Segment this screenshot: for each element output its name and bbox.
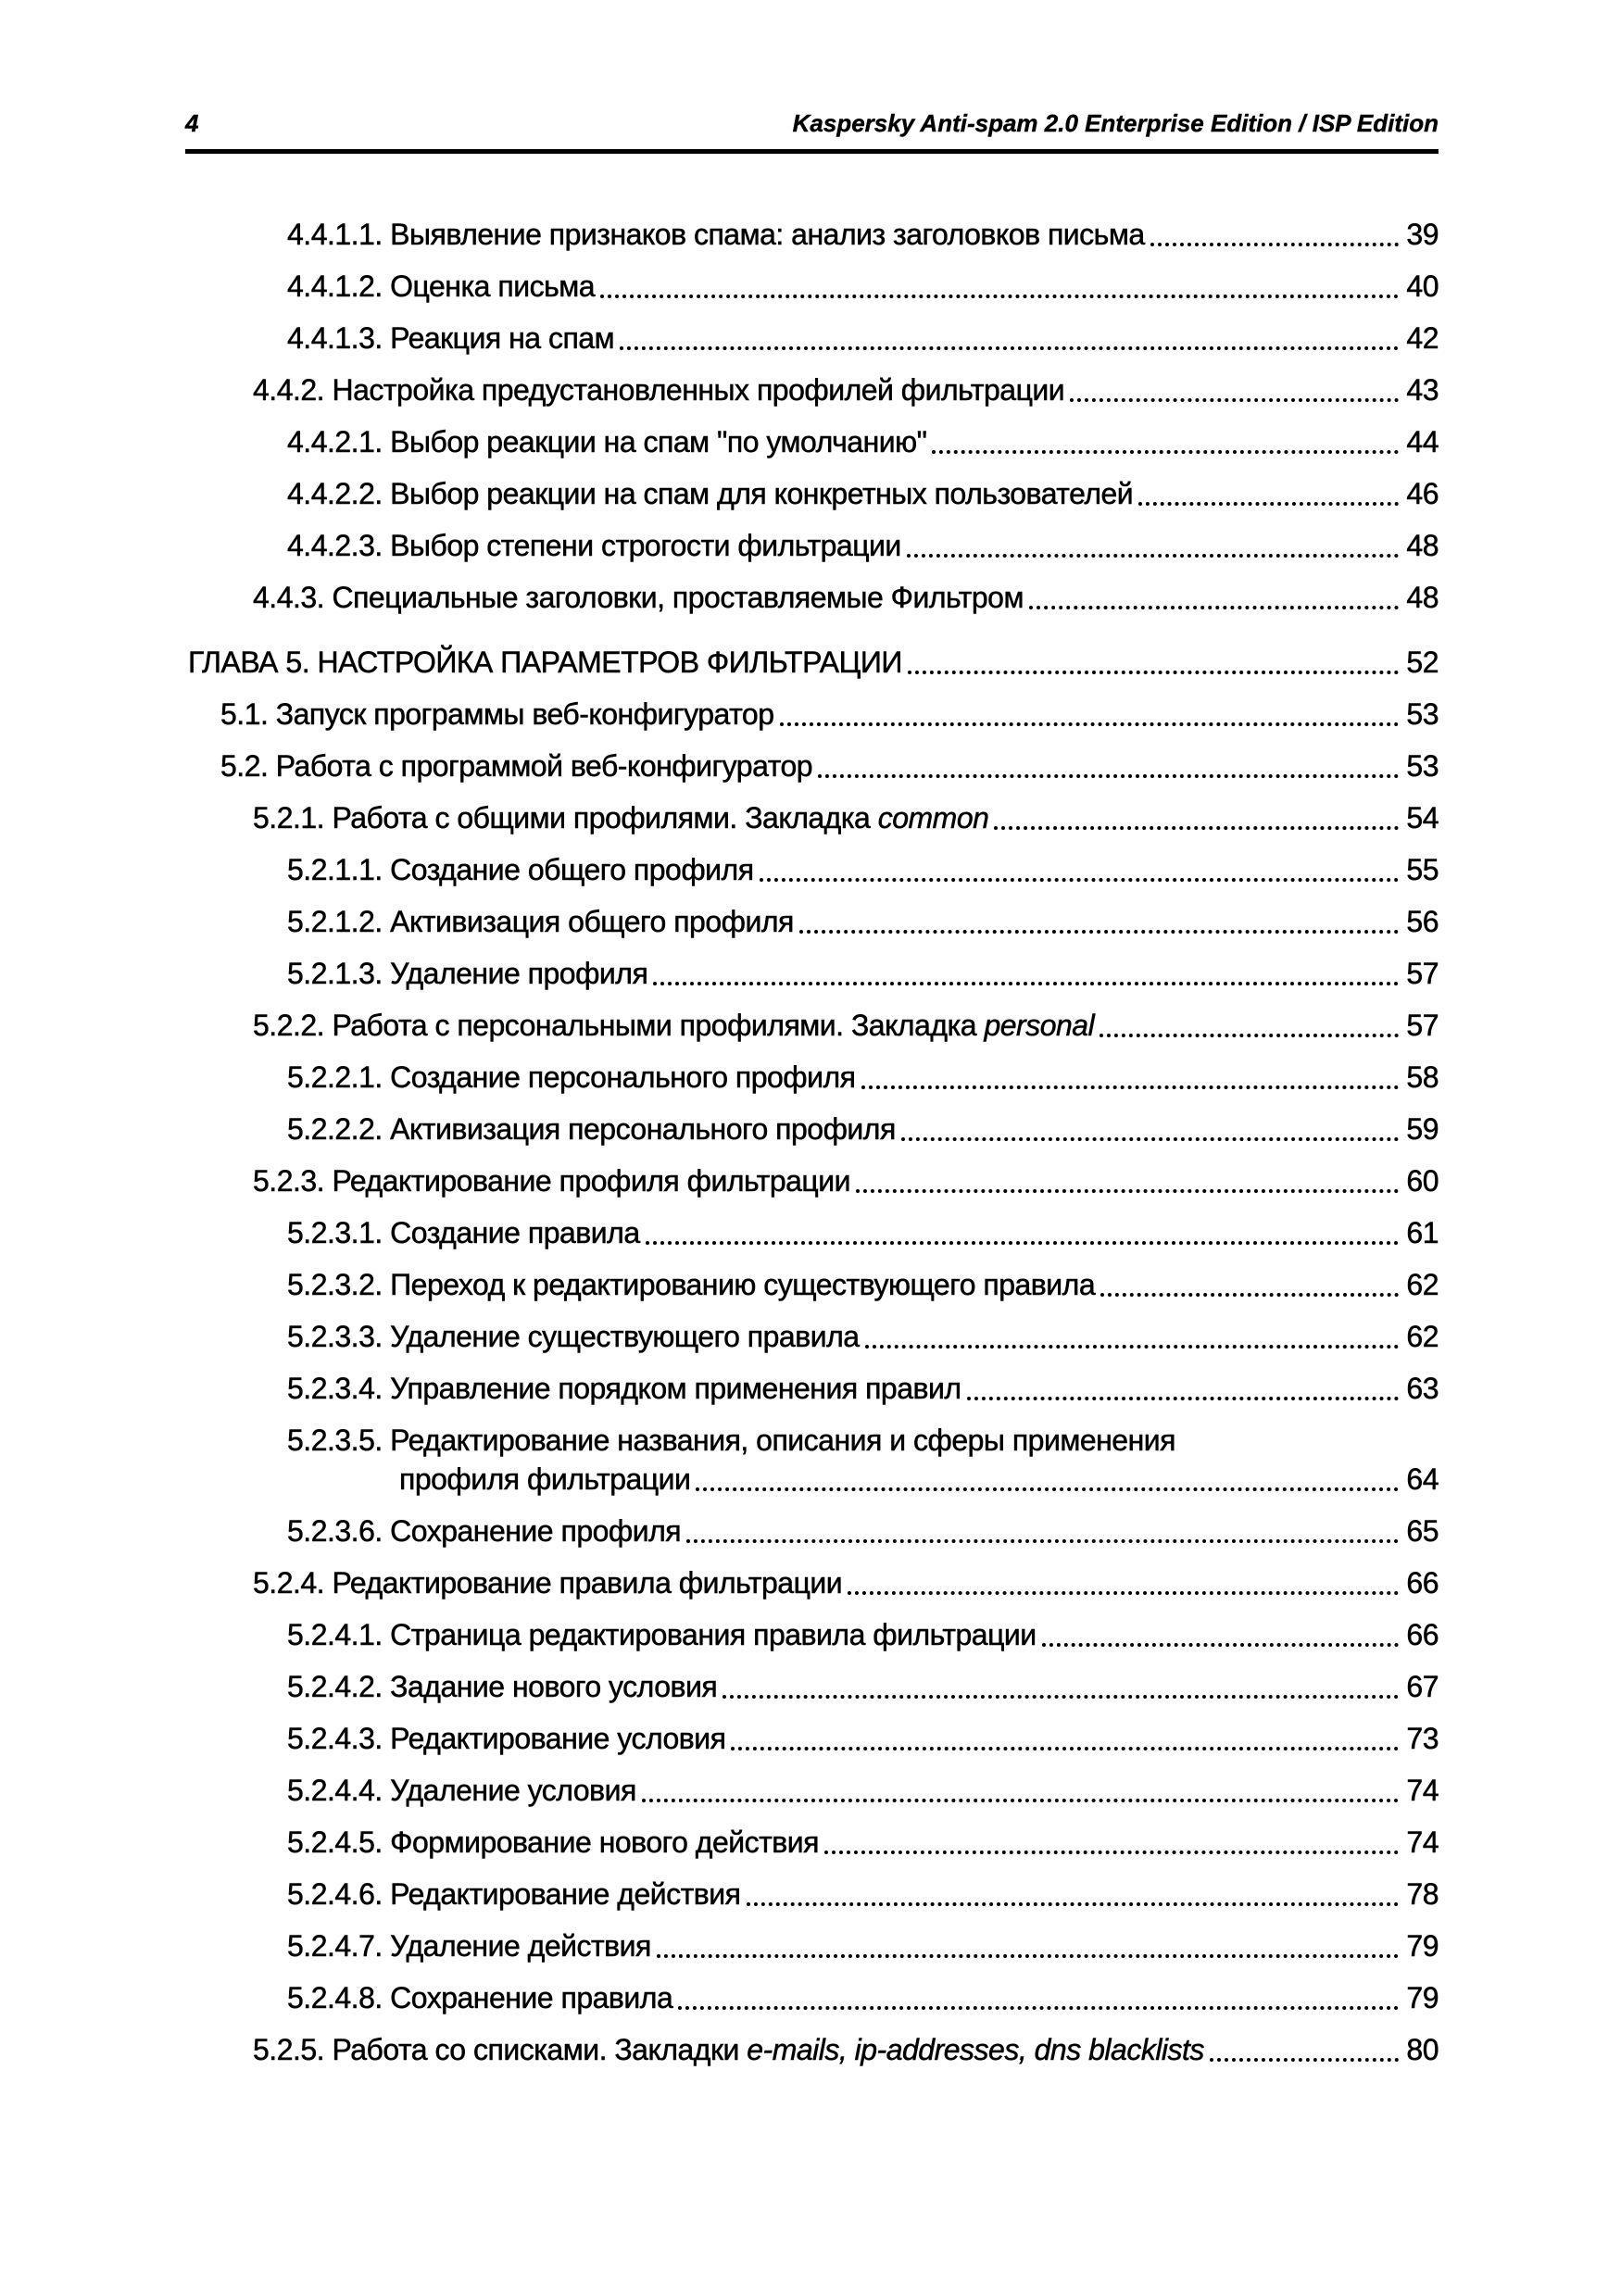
header-page-number: 4 bbox=[185, 109, 199, 137]
toc-entry-page-number: 73 bbox=[1406, 1722, 1439, 1755]
toc-entry bbox=[185, 1421, 1439, 1499]
dot-leader bbox=[908, 671, 1400, 674]
dot-leader bbox=[818, 774, 1399, 778]
toc-entry-page-number: 53 bbox=[1406, 749, 1439, 783]
toc-entry bbox=[185, 1667, 1439, 1706]
toc-entry-title: 5.2.3.1. Создание правила bbox=[287, 1216, 640, 1249]
toc-entry-page-number: 39 bbox=[1406, 218, 1439, 251]
toc-entry bbox=[185, 902, 1439, 941]
toc-entry bbox=[185, 1317, 1439, 1356]
toc-entry-title: 5.2.1. Работа с общими профилями. Закладка common bbox=[253, 801, 989, 834]
toc-entry-title: 5.2.4.5. Формирование нового действия bbox=[287, 1826, 819, 1859]
toc-entry-page-number: 66 bbox=[1406, 1566, 1439, 1600]
toc-entry-title: ГЛАВА 5. НАСТРОЙКА ПАРАМЕТРОВ ФИЛЬТРАЦИИ bbox=[188, 646, 902, 679]
toc-entry-title: 5.2.2.1. Создание персонального профиля bbox=[287, 1060, 856, 1094]
toc-entry-title: 4.4.2.2. Выбор реакции на спам для конкретных пользователей bbox=[287, 477, 1134, 510]
dot-leader bbox=[747, 1902, 1400, 1906]
toc-entry-page-number: 44 bbox=[1406, 425, 1439, 458]
dot-leader bbox=[1100, 1293, 1399, 1297]
toc-entry-page-number: 62 bbox=[1406, 1268, 1439, 1301]
toc-entry-page-number: 46 bbox=[1406, 477, 1439, 510]
toc-entry-page-number: 62 bbox=[1406, 1320, 1439, 1353]
toc-entry bbox=[185, 850, 1439, 889]
dot-leader bbox=[901, 1137, 1400, 1141]
toc-entry bbox=[185, 1110, 1439, 1148]
toc-entry-title: 4.4.1.2. Оценка письма bbox=[287, 270, 596, 303]
toc-entry bbox=[185, 1161, 1439, 1200]
toc-entry-title: 5.2.3. Редактирование профиля фильтрации bbox=[253, 1164, 850, 1198]
dot-leader bbox=[967, 1397, 1400, 1400]
dot-leader bbox=[696, 1487, 1399, 1491]
dot-leader bbox=[1138, 502, 1399, 506]
toc-entry-page-number: 74 bbox=[1406, 1826, 1439, 1859]
dot-leader bbox=[780, 722, 1400, 726]
dot-leader bbox=[620, 346, 1399, 350]
toc-entry-page-number: 67 bbox=[1406, 1670, 1439, 1703]
dot-leader bbox=[994, 826, 1399, 830]
toc-entry-title: 5.2.4. Редактирование правила фильтрации bbox=[253, 1566, 843, 1600]
toc-entry-chapter bbox=[185, 643, 1439, 682]
dot-leader bbox=[824, 1851, 1399, 1854]
toc-entry bbox=[185, 1926, 1439, 1965]
toc-entry-title: 5.2.1.3. Удаление профиля bbox=[287, 957, 648, 990]
dot-leader bbox=[1070, 398, 1399, 402]
dot-leader bbox=[1210, 2058, 1399, 2062]
toc-entry-page-number: 57 bbox=[1406, 1009, 1439, 1042]
dot-leader bbox=[760, 878, 1400, 882]
toc-entry bbox=[185, 526, 1439, 565]
toc-entry-title: 5.2.4.2. Задание нового условия bbox=[287, 1670, 718, 1703]
toc-entry bbox=[185, 319, 1439, 358]
toc-entry bbox=[185, 1771, 1439, 1810]
toc-entry bbox=[185, 1823, 1439, 1862]
toc-entry-title-italic: common bbox=[877, 801, 989, 834]
dot-leader bbox=[799, 930, 1400, 934]
toc-entry-page-number: 61 bbox=[1406, 1216, 1439, 1249]
toc-entry-title: 5.2.4.8. Сохранение правила bbox=[287, 1981, 673, 2014]
toc-entry-title: 5.2.5. Работа со списками. Закладки e-mails, ip-addresses, dns blacklists bbox=[253, 2033, 1204, 2066]
toc-entry-title: 5.2.4.7. Удаление действия bbox=[287, 1929, 651, 1963]
dot-leader bbox=[861, 1085, 1400, 1089]
toc-entry-title: 4.4.2. Настройка предустановленных профилей фильтрации bbox=[253, 373, 1065, 407]
toc-entry bbox=[185, 1512, 1439, 1550]
toc-entry-page-number: 48 bbox=[1406, 529, 1439, 562]
dot-leader bbox=[686, 1539, 1399, 1543]
toc-entry bbox=[185, 695, 1439, 734]
toc-entry-title: 5.2.2.2. Активизация персонального профиля bbox=[287, 1112, 896, 1146]
toc-entry bbox=[185, 1978, 1439, 2017]
dot-leader bbox=[1150, 243, 1400, 246]
toc-entry bbox=[185, 1719, 1439, 1758]
toc-entry-title: 5.2.3.3. Удаление существующего правила bbox=[287, 1320, 860, 1353]
toc-entry-page-number: 55 bbox=[1406, 853, 1439, 886]
toc-entry-page-number: 80 bbox=[1406, 2033, 1439, 2066]
toc-entry bbox=[185, 215, 1439, 254]
dot-leader bbox=[1100, 1034, 1399, 1037]
toc-entry-title: 5.2.1.2. Активизация общего профиля bbox=[287, 905, 794, 938]
toc-entry bbox=[185, 2030, 1439, 2069]
toc-entry-page-number: 53 bbox=[1406, 697, 1439, 731]
toc-entry bbox=[185, 422, 1439, 461]
toc-entry bbox=[185, 1265, 1439, 1304]
toc-entry bbox=[185, 1369, 1439, 1408]
toc-entry bbox=[185, 747, 1439, 785]
toc-entry bbox=[185, 1006, 1439, 1045]
toc-entry-page-number: 59 bbox=[1406, 1112, 1439, 1146]
toc-entry-title-continued: профиля фильтрации bbox=[399, 1462, 691, 1496]
dot-leader bbox=[856, 1189, 1399, 1193]
dot-leader bbox=[600, 295, 1399, 298]
dot-leader bbox=[848, 1591, 1399, 1595]
toc-entry bbox=[185, 474, 1439, 513]
dot-leader bbox=[646, 1241, 1400, 1245]
toc-entry-page-number: 79 bbox=[1406, 1929, 1439, 1963]
toc-entry bbox=[185, 954, 1439, 993]
dot-leader bbox=[678, 2006, 1399, 2010]
toc-entry-title: 5.2.4.4. Удаление условия bbox=[287, 1774, 636, 1807]
toc-entry-title: 5.2.4.1. Страница редактирования правила фильтрации bbox=[287, 1618, 1037, 1651]
toc-entry bbox=[185, 1875, 1439, 1913]
toc-entry-title-italic: e-mails, ip-addresses, dns blacklists bbox=[747, 2033, 1204, 2066]
toc-entry-title: 5.2.3.4. Управление порядком применения правил bbox=[287, 1372, 961, 1405]
toc-entry-page-number: 58 bbox=[1406, 1060, 1439, 1094]
toc-entry bbox=[185, 267, 1439, 306]
toc-entry-title: 5.2.3.2. Переход к редактированию существующего правила bbox=[287, 1268, 1096, 1301]
toc-entry-title: 5.2.4.3. Редактирование условия bbox=[287, 1722, 726, 1755]
toc-entry bbox=[185, 370, 1439, 409]
running-header bbox=[185, 109, 1439, 154]
toc-entry bbox=[185, 578, 1439, 617]
toc-entry-page-number: 48 bbox=[1406, 581, 1439, 614]
toc-entry-title: 4.4.1.3. Реакция на спам bbox=[287, 321, 615, 355]
toc-entry-page-number: 57 bbox=[1406, 957, 1439, 990]
toc-entry-page-number: 54 bbox=[1406, 801, 1439, 834]
toc-entry-page-number: 66 bbox=[1406, 1618, 1439, 1651]
toc-entry-title-italic: personal bbox=[984, 1009, 1095, 1042]
toc-entry-page-number: 78 bbox=[1406, 1877, 1439, 1911]
dot-leader bbox=[865, 1345, 1400, 1349]
toc-entry bbox=[185, 1213, 1439, 1252]
toc-entry-page-number: 63 bbox=[1406, 1372, 1439, 1405]
toc-entry-page-number: 52 bbox=[1406, 646, 1439, 679]
toc-entry-page-number: 79 bbox=[1406, 1981, 1439, 2014]
toc-list bbox=[185, 154, 1439, 2069]
toc-entry-page-number: 74 bbox=[1406, 1774, 1439, 1807]
toc-entry-title: 4.4.3. Специальные заголовки, проставляемые Фильтром bbox=[253, 581, 1024, 614]
toc-entry-title: 5.1. Запуск программы веб-конфигуратор bbox=[220, 697, 774, 731]
toc-entry-page-number: 64 bbox=[1406, 1462, 1439, 1496]
toc-entry-title: 5.2.2. Работа с персональными профилями. Закладка personal bbox=[253, 1009, 1095, 1042]
toc-entry-title: 5.2.4.6. Редактирование действия bbox=[287, 1877, 741, 1911]
toc-entry-title: 4.4.2.3. Выбор степени строгости фильтрации bbox=[287, 529, 901, 562]
toc-entry bbox=[185, 798, 1439, 837]
toc-entry-title: 5.2. Работа с программой веб-конфигуратор bbox=[220, 749, 813, 783]
toc-entry-page-number: 60 bbox=[1406, 1164, 1439, 1198]
toc-entry-title: 5.2.3.5. Редактирование названия, описания и сферы применения bbox=[287, 1424, 1175, 1457]
toc-entry-page-number: 40 bbox=[1406, 270, 1439, 303]
header-book-title: Kaspersky Anti-spam 2.0 Enterprise Edition / ISP Edition bbox=[792, 109, 1439, 137]
dot-leader bbox=[731, 1747, 1399, 1750]
toc-entry bbox=[185, 1615, 1439, 1654]
dot-leader bbox=[653, 982, 1399, 985]
toc-entry bbox=[185, 1058, 1439, 1097]
toc-entry-page-number: 42 bbox=[1406, 321, 1439, 355]
dot-leader bbox=[1042, 1643, 1400, 1647]
toc-entry-title: 4.4.1.1. Выявление признаков спама: анализ заголовков письма bbox=[287, 218, 1145, 251]
toc-entry-title: 5.2.3.6. Сохранение профиля bbox=[287, 1514, 682, 1548]
toc-entry-page-number: 65 bbox=[1406, 1514, 1439, 1548]
toc-entry-title: 5.2.1.1. Создание общего профиля bbox=[287, 853, 754, 886]
toc-entry bbox=[185, 1563, 1439, 1602]
dot-leader bbox=[932, 450, 1399, 454]
dot-leader bbox=[642, 1799, 1400, 1802]
dot-leader bbox=[907, 554, 1400, 558]
toc-entry-page-number: 43 bbox=[1406, 373, 1439, 407]
toc-entry-title: 4.4.2.1. Выбор реакции на спам "по умолчанию" bbox=[287, 425, 927, 458]
toc-entry-page-number: 56 bbox=[1406, 905, 1439, 938]
dot-leader bbox=[1029, 606, 1399, 609]
dot-leader bbox=[657, 1954, 1400, 1958]
dot-leader bbox=[723, 1695, 1399, 1699]
